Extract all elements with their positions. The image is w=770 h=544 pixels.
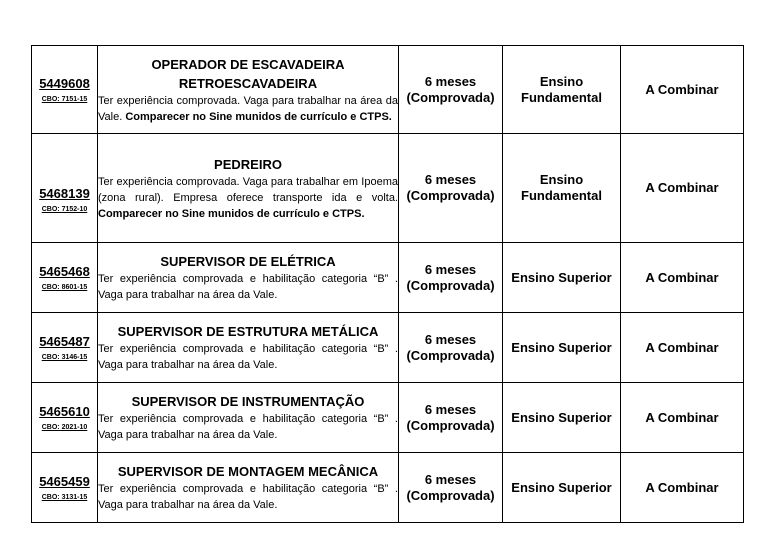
job-id-cell [32,243,98,313]
job-description-cell [98,383,399,453]
job-title: SUPERVISOR DE MONTAGEM MECÂNICA [117,464,379,479]
salary-cell: A Combinar [621,243,744,313]
experience-cell: 6 meses (Comprovada) [399,243,503,313]
job-description [98,341,398,373]
job-description [98,93,398,125]
education-cell: Ensino Superior [503,383,621,453]
experience-cell: 6 meses (Comprovada) [399,383,503,453]
experience-cell: 6 meses (Comprovada) [399,46,503,134]
job-requirements: Ter experiência comprovada e habilitação categoria “B” . Vaga para trabalhar na área da Vale. [98,413,398,441]
job-code[interactable]: 5465468 [39,264,90,279]
job-description-cell [98,453,399,523]
job-id-cell [32,313,98,383]
job-instructions: Comparecer no Sine munidos de currículo e CTPS. [98,207,365,220]
salary-cell: A Combinar [621,383,744,453]
job-title: PEDREIRO [214,156,282,172]
education-cell: Ensino Fundamental [503,46,621,134]
job-code[interactable]: 5449608 [39,76,90,91]
education-cell: Ensino Superior [503,313,621,383]
cbo-code: CBO: 2021-10 [41,424,88,431]
job-description-cell [98,313,399,383]
job-requirements: Ter experiência comprovada e habilitação categoria “B” . Vaga para trabalhar na área da Vale. [98,343,398,371]
education-cell: Ensino Superior [503,243,621,313]
experience-cell: 6 meses (Comprovada) [399,453,503,523]
job-id-cell [32,46,98,134]
cbo-code: CBO: 3131-15 [41,494,88,501]
job-code[interactable]: 5465487 [39,334,90,349]
experience-cell: 6 meses (Comprovada) [399,134,503,243]
job-code[interactable]: 5465610 [39,404,90,419]
table-row [32,313,744,383]
job-title: SUPERVISOR DE ESTRUTURA METÁLICA [117,324,379,339]
table-row [32,453,744,523]
salary-cell: A Combinar [621,313,744,383]
education-cell: Ensino Superior [503,453,621,523]
job-instructions: Comparecer no Sine munidos de currículo e CTPS. [125,110,392,123]
job-listings-table [31,45,744,523]
table-row [32,243,744,313]
table-row [32,46,744,134]
salary-cell: A Combinar [621,453,744,523]
job-requirements: Ter experiência comprovada. Vaga para trabalhar na área da Vale. [98,94,398,123]
job-description-cell [98,46,399,134]
job-description [98,174,398,222]
job-description [98,411,398,443]
job-id-cell [32,383,98,453]
experience-cell: 6 meses (Comprovada) [399,313,503,383]
cbo-code: CBO: 8601-15 [41,284,88,291]
job-requirements: Ter experiência comprovada e habilitação categoria “B” . Vaga para trabalhar na área da Vale. [98,273,398,301]
job-code[interactable]: 5465459 [39,474,90,489]
job-id-cell [32,453,98,523]
job-requirements: Ter experiência comprovada e habilitação categoria “B” . Vaga para trabalhar na área da Vale. [98,483,398,511]
table-row [32,134,744,243]
table-row [32,383,744,453]
salary-cell: A Combinar [621,46,744,134]
job-description [98,271,398,303]
salary-cell: A Combinar [621,134,744,243]
job-description-cell [98,134,399,243]
job-title: SUPERVISOR DE ELÉTRICA [160,254,336,269]
job-requirements: Ter experiência comprovada. Vaga para trabalhar em Ipoema (zona rural). Empresa oferece transporte ida e volta. [98,175,398,204]
education-cell: Ensino Fundamental [503,134,621,243]
job-description-cell [98,243,399,313]
job-code[interactable]: 5468139 [39,185,90,201]
job-id-cell [32,134,98,243]
job-title: SUPERVISOR DE INSTRUMENTAÇÃO [131,394,365,409]
job-description [98,481,398,513]
cbo-code: CBO: 3146-15 [41,354,88,361]
job-title: OPERADOR DE ESCAVADEIRA RETROESCAVADEIRA [151,56,345,91]
cbo-code: CBO: 7151-15 [41,96,88,103]
cbo-code: CBO: 7152-10 [41,205,88,213]
